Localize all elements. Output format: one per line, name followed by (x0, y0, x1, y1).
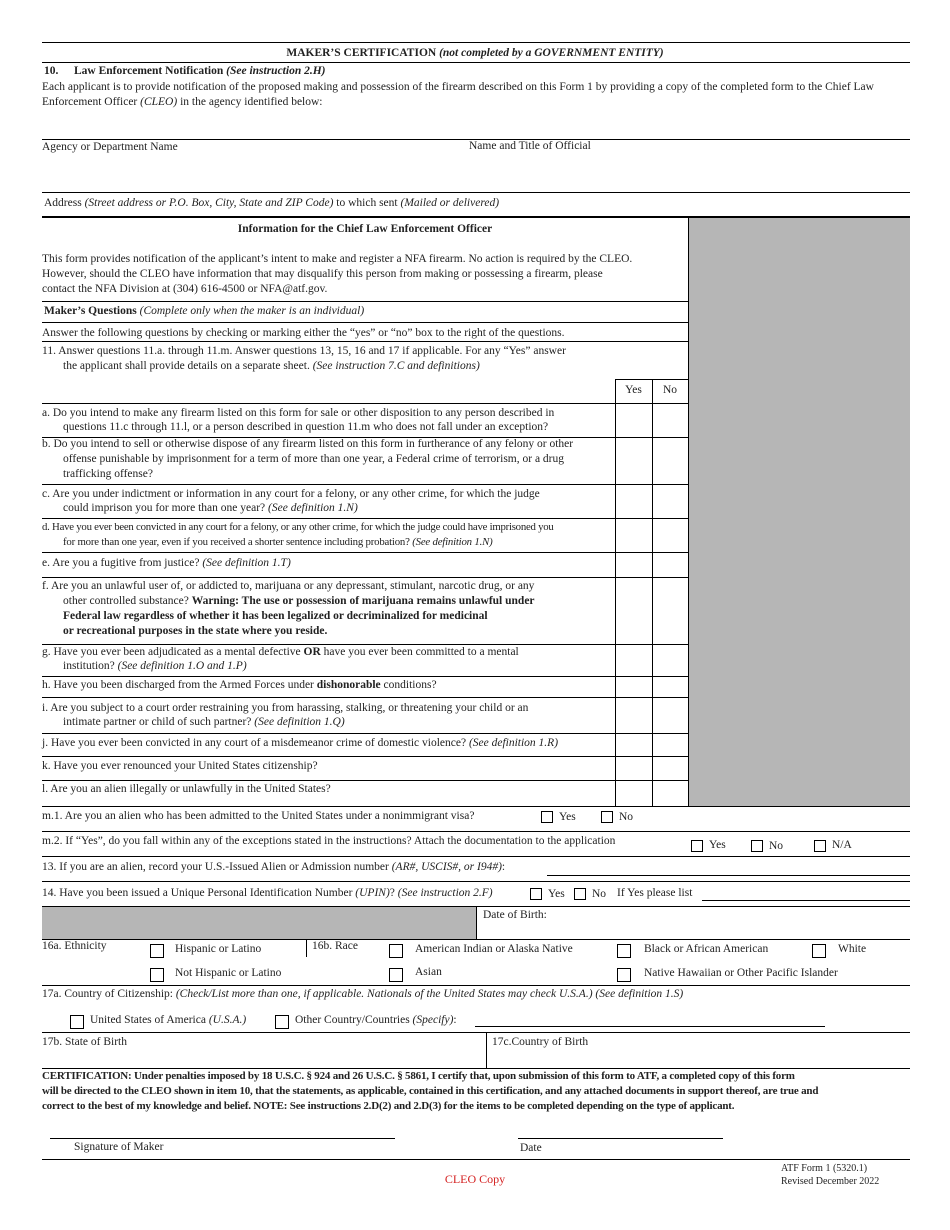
row-rule (42, 577, 688, 578)
question-f-line4: or recreational purposes in the state where you reside. (63, 625, 328, 637)
row-rule (42, 985, 910, 986)
citizenship-other-colon: : (453, 1014, 457, 1026)
citizenship-other-label (295, 1013, 457, 1028)
q14-qmark: ? (389, 887, 395, 899)
question-f-line3: Federal law regardless of whether it has been legalized or decriminalized for medicinal (63, 610, 488, 622)
form-number: ATF Form 1 (5320.1) (781, 1163, 868, 1174)
question-d-ref: (See definition 1.N) (412, 536, 493, 548)
section10-text-a: Each applicant is to provide notification of the proposed making and possession of the firearm described on this Form 1 by providing a copy of the completed form to the Chief Law Enforcement Officer (42, 81, 874, 108)
answer-c-no[interactable] (653, 485, 688, 518)
race-white-label: White (838, 943, 867, 955)
race-black-label: Black or African American (644, 943, 769, 955)
section10-text-b: in the agency identified below: (180, 95, 323, 108)
citizenship-hint: (Check/List more than one, if applicable. Nationals of the United States may check U.S.A.) (See definition 1.S) (175, 988, 684, 1000)
ethnicity-hispanic-label: Hispanic or Latino (175, 943, 262, 955)
answer-d-no[interactable] (653, 519, 688, 552)
cleo-info-line3: contact the NFA Division at (304) 616-4500 or NFA@atf.gov. (42, 283, 328, 295)
ethnicity-not-hispanic-checkbox[interactable] (150, 968, 164, 982)
answer-i-no[interactable] (653, 698, 688, 733)
m2-yes-checkbox[interactable] (691, 840, 703, 852)
upin-yes-checkbox[interactable] (530, 888, 542, 900)
q14-label (42, 886, 493, 901)
section10-number: 10. (44, 65, 59, 77)
address-hint: (Street address or P.O. Box, City, State and ZIP Code) (84, 197, 334, 209)
answer-j-yes[interactable] (616, 734, 652, 756)
rule (42, 322, 688, 323)
answer-k-no[interactable] (653, 757, 688, 780)
question-b-line3: trafficking offense? (63, 468, 153, 480)
question-h-line1 (42, 678, 437, 693)
row-rule (42, 756, 688, 757)
q14-ref: (See instruction 2.F) (397, 887, 493, 899)
question-b-line2: offense punishable by imprisonment for a term of more than one year, a Federal crime of terrorism, or a drug (63, 453, 565, 465)
question-f-warning: Warning: The use or possession of marijuana remains unlawful under (191, 595, 535, 607)
question-i-ref: (See definition 1.Q) (254, 716, 345, 728)
race-pacific-islander-checkbox[interactable] (617, 968, 631, 982)
citizenship-label-text: 17a. Country of Citizenship: (42, 988, 173, 1000)
citizenship-usa-text: United States of America (90, 1014, 206, 1026)
q14-upin: (UPIN) (355, 887, 390, 899)
date-field[interactable] (518, 1138, 723, 1139)
question-e-line1 (42, 556, 291, 571)
row-rule (42, 831, 910, 832)
question-j-ref: (See definition 1.R) (468, 737, 559, 749)
yes-header: Yes (625, 384, 642, 396)
question-b-line1: b. Do you intend to sell or otherwise dispose of any firearm listed on this form in furtherance of any felony or other (42, 438, 574, 450)
question-j-line1 (42, 736, 558, 751)
question-i-line1: i. Are you subject to a court order restraining you from harassing, stalking, or threatening your child or an (42, 702, 529, 714)
upin-yes-label: Yes (548, 888, 565, 900)
question-h-text-a: h. Have you been discharged from the Armed Forces under (42, 679, 314, 691)
state-of-birth-field[interactable] (42, 1033, 486, 1068)
m2-no-checkbox[interactable] (751, 840, 763, 852)
alien-number-field[interactable] (547, 875, 910, 876)
citizenship-other-hint: (Specify) (412, 1014, 454, 1026)
answer-b-yes[interactable] (616, 438, 652, 484)
answer-a-yes[interactable] (616, 404, 652, 437)
q13-colon: : (501, 861, 506, 873)
answer-e-no[interactable] (653, 553, 688, 577)
race-asian-label: Asian (415, 966, 442, 978)
question-g-line1 (42, 645, 519, 660)
address-line[interactable] (42, 192, 910, 193)
question-d-line2 (63, 535, 492, 549)
certification-line1: CERTIFICATION: Under penalties imposed by 18 U.S.C. § 924 and 26 U.S.C. § 5861, I certify that, upon submission of this form to ATF, a completed copy of this form (42, 1070, 795, 1082)
panel-border (688, 218, 689, 806)
question-e-ref: (See definition 1.T) (202, 557, 291, 569)
race-black-checkbox[interactable] (617, 944, 631, 958)
question-g-text-b: have you ever been committed to a mental (323, 646, 519, 658)
cell-border (306, 939, 307, 957)
makers-questions-subtitle: (Complete only when the maker is an individual) (139, 305, 365, 317)
citizenship-other-text: Other Country/Countries (295, 1014, 410, 1026)
question-e-text: e. Are you a fugitive from justice? (42, 557, 200, 569)
signature-field[interactable] (50, 1138, 395, 1139)
question-m2: m.2. If “Yes”, do you fall within any of the exceptions stated in the instructions? Attach the documentation to the application (42, 835, 616, 847)
row-rule (42, 780, 688, 781)
top-rule (42, 42, 910, 43)
question-g-or: OR (303, 646, 321, 658)
race-pacific-islander-label: Native Hawaiian or Other Pacific Islander (644, 967, 838, 979)
answer-h-yes[interactable] (616, 677, 652, 697)
answer-a-no[interactable] (653, 404, 688, 437)
gray-panel (689, 218, 910, 806)
title-main: MAKER’S CERTIFICATION (286, 47, 437, 59)
q13-ref: (AR#, USCIS#, or I94#) (391, 861, 502, 873)
answer-k-yes[interactable] (616, 757, 652, 780)
question-f-line1: f. Are you an unlawful user of, or addicted to, marijuana or any depressant, stimulant, narcotic drug, or any (42, 580, 535, 592)
section10-title (74, 64, 326, 79)
gray-band (42, 907, 476, 939)
makers-questions-instruction: Answer the following questions by checking or marking either the “yes” or “no” box to the right of the questions. (42, 327, 565, 339)
question-k-line1: k. Have you ever renounced your United States citizenship? (42, 760, 318, 772)
signature-label: Signature of Maker (74, 1141, 164, 1153)
ethnicity-not-hispanic-label: Not Hispanic or Latino (175, 967, 282, 979)
q13-text: 13. If you are an alien, record your U.S.-Issued Alien or Admission number (42, 861, 389, 873)
other-country-field[interactable] (475, 1026, 825, 1027)
answer-d-yes[interactable] (616, 519, 652, 552)
question-h-bold: dishonorable (316, 679, 381, 691)
answer-g-yes[interactable] (616, 645, 652, 676)
question-f-line2 (63, 594, 535, 609)
race-label: 16b. Race (312, 940, 358, 952)
address-label (44, 196, 499, 211)
answer-l-no[interactable] (653, 781, 688, 806)
row-rule (42, 856, 910, 857)
m2-yes-label: Yes (709, 839, 726, 851)
address-label-text: Address (44, 197, 82, 209)
q11-line1: 11. Answer questions 11.a. through 11.m. Answer questions 13, 15, 16 and 17 if applicable. For any “Yes” answer (42, 345, 566, 357)
question-m1: m.1. Are you an alien who has been admitted to the United States under a nonimmigrant visa? (42, 810, 475, 822)
q11-line2-text: the applicant shall provide details on a separate sheet. (63, 360, 310, 372)
ethnicity-label: 16a. Ethnicity (42, 940, 107, 952)
title-note: (not completed by a GOVERNMENT ENTITY) (439, 47, 664, 59)
citizenship-other-checkbox[interactable] (275, 1015, 289, 1029)
race-asian-checkbox[interactable] (389, 968, 403, 982)
m1-no-checkbox[interactable] (601, 811, 613, 823)
question-c-line2-text: could imprison you for more than one year? (63, 502, 266, 514)
row-rule (42, 733, 688, 734)
question-j-text: j. Have you ever been convicted in any court of a misdemeanor crime of domestic violence? (42, 737, 467, 749)
country-of-birth-field[interactable] (487, 1033, 910, 1068)
country-of-birth-label: 17c.Country of Birth (492, 1036, 589, 1048)
row-rule (42, 552, 688, 553)
revised-date: Revised December 2022 (781, 1176, 880, 1187)
question-g-text-a: g. Have you ever been adjudicated as a mental defective (42, 646, 301, 658)
question-g-line2 (63, 659, 247, 674)
answer-i-yes[interactable] (616, 698, 652, 733)
makers-questions-title (44, 304, 364, 319)
upin-no-label: No (592, 888, 607, 900)
bottom-rule (42, 1159, 910, 1160)
answer-b-no[interactable] (653, 438, 688, 484)
m2-no-label: No (769, 840, 784, 852)
certification-line3: correct to the best of my knowledge and belief. NOTE: See instructions 2.D(2) and 2.D(3) for the items to be completed depending on the type of applicant. (42, 1100, 735, 1112)
upin-no-checkbox[interactable] (574, 888, 586, 900)
question-i-line2-text: intimate partner or child of such partner? (63, 716, 252, 728)
dob-field[interactable] (477, 907, 910, 939)
question-c-line1: c. Are you under indictment or information in any court for a felony, or any other crime, for which the judge (42, 488, 540, 500)
answer-e-yes[interactable] (616, 553, 652, 577)
answer-g-no[interactable] (653, 645, 688, 676)
row-rule (42, 806, 910, 807)
m2-na-label: N/A (832, 839, 852, 851)
makers-certification-title (0, 46, 950, 61)
q11-line2 (63, 359, 480, 374)
question-d-line1: d. Have you ever been convicted in any court for a felony, or any other crime, for which the judge could have imprisoned you (42, 521, 554, 533)
section10-title-text: Law Enforcement Notification (74, 65, 224, 77)
cleo-info-line2: However, should the CLEO have information that may disqualify this person from making or possessing a firearm, please (42, 268, 603, 280)
title-rule (42, 62, 910, 63)
row-rule (42, 403, 688, 404)
question-a-line2: questions 11.c through 11.l, or a person described in question 11.m who does not fall under an exception? (63, 421, 549, 433)
section10-ref: (See instruction 2.H) (226, 65, 326, 77)
citizenship-label (42, 987, 683, 1002)
question-i-line2 (63, 715, 345, 730)
m1-yes-checkbox[interactable] (541, 811, 553, 823)
rule (42, 301, 688, 302)
upin-list-field[interactable] (702, 900, 910, 901)
answer-c-yes[interactable] (616, 485, 652, 518)
question-g-ref: (See definition 1.O and 1.P) (117, 660, 247, 672)
question-d-line2-text: for more than one year, even if you received a shorter sentence including probation? (63, 536, 410, 548)
dob-label: Date of Birth: (483, 909, 547, 921)
no-header: No (662, 384, 678, 396)
answer-l-yes[interactable] (616, 781, 652, 806)
race-american-indian-checkbox[interactable] (389, 944, 403, 958)
citizenship-usa-label (90, 1013, 246, 1028)
question-c-line2 (63, 501, 358, 516)
row-rule (42, 697, 688, 698)
race-white-checkbox[interactable] (812, 944, 826, 958)
question-a-line1: a. Do you intend to make any firearm listed on this form for sale or other disposition to any person described in (42, 407, 555, 419)
q14-text: 14. Have you been issued a Unique Personal Identification Number (42, 887, 353, 899)
m1-no-label: No (619, 811, 634, 823)
rule (42, 341, 688, 342)
row-rule (42, 484, 688, 485)
answer-f-no[interactable] (653, 578, 688, 644)
answer-j-no[interactable] (653, 734, 688, 756)
m1-yes-label: Yes (559, 811, 576, 823)
section10-text-cleo: (CLEO) (140, 95, 178, 108)
cleo-info-title: Information for the Chief Law Enforcement Officer (237, 223, 493, 235)
row-rule (42, 939, 910, 940)
row-rule (42, 881, 910, 882)
cleo-info-line1: This form provides notification of the applicant’s intent to make and register a NFA firearm. No action is required by the CLEO. (42, 253, 633, 265)
m2-na-checkbox[interactable] (814, 840, 826, 852)
question-c-ref: (See definition 1.N) (268, 502, 358, 514)
agency-label: Agency or Department Name (42, 141, 178, 153)
row-rule (42, 676, 688, 677)
row-rule (42, 518, 688, 519)
ethnicity-hispanic-checkbox[interactable] (150, 944, 164, 958)
date-label: Date (520, 1142, 542, 1154)
makers-questions-title-text: Maker’s Questions (44, 305, 137, 317)
certification-line2: will be directed to the CLEO shown in item 10, that the statements, as applicable, contained in this certification, and any attached documents in support thereof, are true and (42, 1085, 819, 1097)
q13-label (42, 860, 505, 875)
question-g-line2-text: institution? (63, 660, 115, 672)
citizenship-usa-abbr: (U.S.A.) (208, 1014, 247, 1026)
upin-list-label: If Yes please list (617, 887, 693, 899)
section10-text (42, 80, 902, 110)
citizenship-usa-checkbox[interactable] (70, 1015, 84, 1029)
official-label: Name and Title of Official (469, 140, 591, 152)
q11-ref: (See instruction 7.C and definitions) (312, 360, 480, 372)
question-f-line2-text: other controlled substance? (63, 595, 189, 607)
cleo-copy-label: CLEO Copy (444, 1172, 506, 1186)
race-american-indian-label: American Indian or Alaska Native (415, 943, 573, 955)
answer-h-no[interactable] (653, 677, 688, 697)
address-mid: to which sent (336, 197, 398, 209)
state-of-birth-label: 17b. State of Birth (42, 1036, 127, 1048)
answer-f-yes[interactable] (616, 578, 652, 644)
question-l-line1: l. Are you an alien illegally or unlawfully in the United States? (42, 783, 331, 795)
address-hint2: (Mailed or delivered) (400, 197, 500, 209)
question-h-text-b: conditions? (383, 679, 437, 691)
